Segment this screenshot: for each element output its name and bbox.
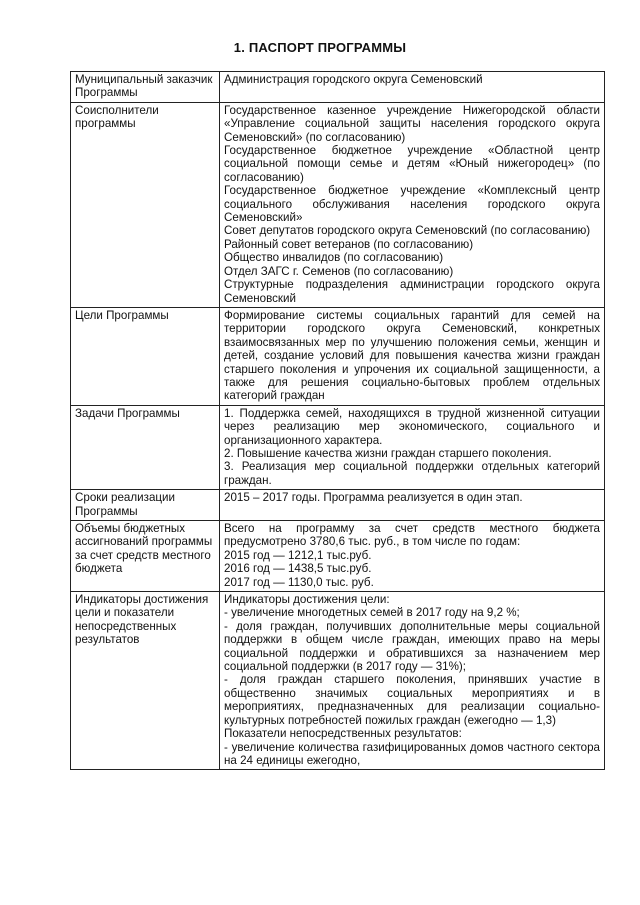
value-line: 2017 год — 1130,0 тыс. руб. (224, 575, 374, 589)
row-label: Муниципальный заказчик Программы (71, 72, 220, 103)
row-value (220, 592, 605, 770)
value-line: - увеличение количества газифицированных домов частного сектора на 24 единицы ежегодно, (224, 740, 600, 767)
value-line: Показатели непосредственных результатов: (224, 727, 462, 741)
row-value (220, 102, 605, 307)
value-line: Государственное казенное учреждение Нижегородской области «Управление социальной защиты населения городского округа Семеновский» (по согласованию) (224, 103, 600, 144)
value-line: - доля граждан, получивших дополнительные меры социальной поддержки в общем числе граждан, имеющих право на меры социальной поддержки и обратившихся за назначением мер социальной поддержки (в 2017 году — 31%); (224, 619, 600, 674)
value-line: 2015 – 2017 годы. Программа реализуется в один этап. (224, 491, 523, 505)
row-label: Объемы бюджетных ассигнований программы за счет средств местного бюджета (71, 521, 220, 592)
value-line: Общество инвалидов (по согласованию) (224, 251, 444, 265)
program-passport-table (70, 71, 605, 770)
table-row (71, 592, 605, 770)
value-line: Индикаторы достижения цели: (224, 593, 390, 607)
value-line: 2015 год — 1212,1 тыс.руб. (224, 548, 372, 562)
row-value (220, 307, 605, 405)
value-line: Государственное бюджетное учреждение «Областной центр социальной помощи семье и детям «Юный нижегородец» (по согласованию) (224, 144, 600, 184)
row-value (220, 490, 605, 521)
row-value (220, 405, 605, 489)
table-row (71, 490, 605, 521)
table-row (71, 102, 605, 307)
row-label: Соисполнители программы (71, 102, 220, 307)
table-row (71, 405, 605, 489)
value-line: Совет депутатов городского округа Семеновский (по согласованию) (224, 224, 591, 238)
row-label: Задачи Программы (71, 405, 220, 489)
value-line: 3. Реализация мер социальной поддержки отдельных категорий граждан. (224, 460, 600, 487)
row-label: Цели Программы (71, 307, 220, 405)
document-title: 1. ПАСПОРТ ПРОГРАММЫ (233, 40, 407, 55)
value-line: 1. Поддержка семей, находящихся в трудной жизненной ситуации через реализацию мер экономического, социального и организационного характера. (224, 406, 600, 447)
value-line: Районный совет ветеранов (по согласованию) (224, 237, 474, 251)
value-line: Формирование системы социальных гарантий для семей на территории городского округа Семеновский, конкретных взаимосвязанных мер по улучшению положения семьи, женщин и детей, создание условий для повышения качества жизни граждан старшего поколения и упрочения их социальной защищенности, а также для решения социально-бытовых проблем отдельных категорий граждан (224, 308, 600, 403)
value-line: Структурные подразделения администрации городского округа Семеновский (224, 278, 600, 305)
row-value (220, 521, 605, 592)
value-line: Администрация городского округа Семеновский (224, 73, 483, 86)
value-line: Государственное бюджетное учреждение «Комплексный центр социального обслуживания населения городского округа Семеновский» (224, 184, 600, 225)
value-line: - увеличение многодетных семей в 2017 году на 9,2 %; (224, 606, 520, 620)
row-label: Сроки реализации Программы (71, 490, 220, 521)
value-line: 2. Повышение качества жизни граждан старшего поколения. (224, 446, 552, 460)
value-line: - доля граждан старшего поколения, принявших участие в общественно значимых социальных мероприятиях и в мероприятиях, предназначенных для реализации социально-культурных потребностей пожилых граждан (ежегодно — 1,3) (224, 673, 600, 727)
table-row (71, 521, 605, 592)
row-label: Индикаторы достижения цели и показатели непосредственных результатов (71, 592, 220, 770)
value-line: Отдел ЗАГС г. Семенов (по согласованию) (224, 264, 454, 278)
row-value (220, 72, 605, 103)
value-line: Всего на программу за счет средств местного бюджета предусмотрено 3780,6 тыс. руб., в том числе по годам: (224, 522, 600, 549)
table-row (71, 307, 605, 405)
table-row (71, 72, 605, 103)
value-line: 2016 год — 1438,5 тыс.руб. (224, 562, 372, 576)
